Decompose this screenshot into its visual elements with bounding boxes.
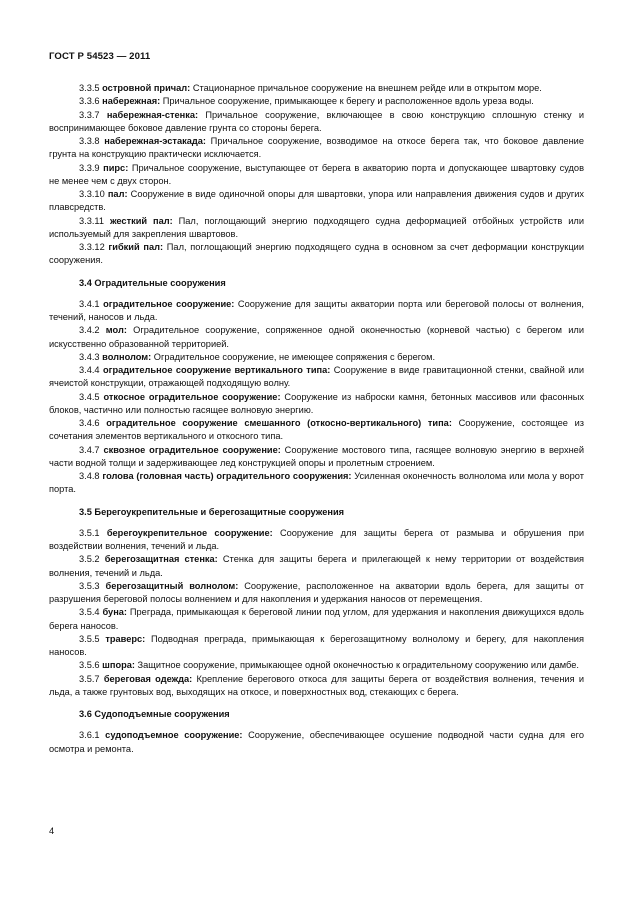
term-definition: Причальное сооружение, включающее в свою конструкцию сплошную стенку и воспринимающее боковое давление грунта со стороны берега. (49, 109, 584, 133)
clause-number: 3.5.7 (79, 673, 100, 684)
definition-paragraph (49, 351, 584, 364)
clause-number: 3.5.6 (79, 660, 100, 671)
clause-number: 3.3.10 (79, 189, 105, 199)
term-name: пирс: (103, 162, 129, 173)
section-heading: 3.6 Судоподъемные сооружения (79, 709, 230, 719)
definition-paragraph (49, 659, 584, 672)
term-name: островной причал: (102, 83, 191, 93)
definition-paragraph (49, 417, 584, 444)
clause-number: 3.5.3 (79, 580, 100, 591)
clause-number: 3.6.1 (79, 730, 100, 741)
definition-paragraph (49, 135, 584, 162)
term-definition: Сооружение для защиты акватории порта или береговой полосы от волнения, течений, наносов и льда. (49, 298, 584, 322)
clause-number: 3.5.4 (79, 607, 100, 618)
term-name: буна: (102, 607, 128, 618)
term-name: гибкий пал: (108, 242, 164, 252)
term-name: судоподъемное сооружение: (105, 730, 243, 741)
term-definition: Крепление берегового откоса для защиты берега от воздействия волнения, течения и льда, а также грунтовых вод, выходящих на откосе, и поверхностных вод, стекающих с берега. (49, 673, 584, 697)
page-number: 4 (49, 826, 55, 836)
clause-number: 3.4.7 (79, 444, 100, 455)
section-heading: 3.4 Оградительные сооружения (79, 277, 226, 288)
definition-paragraph (49, 673, 584, 700)
term-definition: Сооружение мостового типа, гасящее волновую энергию в верхней части водной толщи и задерживающее лед конструкцией опоры и пролетным строением. (49, 444, 584, 468)
clause-number: 3.3.11 (79, 215, 105, 226)
term-name: набережная-эстакада: (104, 136, 206, 146)
clause-number: 3.4.5 (79, 391, 100, 402)
term-definition: Оградительное сооружение, сопряженное одной оконечностью (корневой частью) с берегом или искусственно образованной территорией. (49, 325, 584, 349)
term-name: траверс: (105, 633, 146, 644)
term-definition: Преграда, примыкающая к береговой линии под углом, для удержания и накопления движущихся вдоль берега наносов. (49, 607, 584, 631)
clause-number: 3.4.6 (79, 418, 100, 428)
term-definition: Сооружение, состоящее из сочетания элементов вертикального и откосного типа. (49, 418, 584, 442)
clause-number: 3.3.9 (79, 162, 100, 173)
definition-paragraph (49, 729, 584, 756)
definition-paragraph (49, 109, 584, 136)
term-definition: Стенка для защиты берега и прилегающей к нему территории от воздействия волнения, течений и льда. (49, 554, 584, 578)
term-name: сквозное оградительное сооружение: (103, 444, 281, 455)
definition-paragraph (49, 580, 584, 607)
definition-paragraph (49, 633, 584, 660)
term-name: откосное оградительное сооружение: (103, 391, 281, 402)
term-name: жесткий пал: (109, 215, 173, 226)
clause-number: 3.3.8 (79, 136, 100, 146)
definition-paragraph (49, 82, 584, 95)
definition-paragraph (49, 298, 584, 325)
definition-paragraph (49, 215, 584, 242)
definition-paragraph (49, 364, 584, 391)
definition-paragraph (49, 391, 584, 418)
clause-number: 3.3.7 (79, 109, 100, 120)
section-heading: 3.5 Берегоукрепительные и берегозащитные сооружения (79, 506, 345, 517)
term-definition: Причальное сооружение, возводимое на откосе берега так, что боковое давление грунта на конструкцию практически исключается. (49, 136, 584, 160)
clause-number: 3.5.5 (79, 633, 100, 644)
term-name: мол: (105, 325, 127, 336)
term-definition: Пал, поглощающий энергию подходящего судна в основном за счет деформации конструкции сооружения. (49, 242, 584, 266)
clause-number: 3.4.3 (79, 351, 100, 362)
term-name: береговая одежда: (103, 673, 193, 684)
term-name: берегозащитная стенка: (104, 554, 218, 565)
term-definition: Сооружение для защиты берега от размыва и обрушения при воздействии волнения, течений и льда. (49, 527, 584, 551)
definition-paragraph (49, 324, 584, 351)
term-definition: Сооружение, расположенное на акватории вдоль берега, для защиты от разрушения береговой полосы волнением и для накопления и удержания наносов от перемещения. (49, 580, 584, 604)
term-definition: Пал, поглощающий энергию подходящего судна деформацией отбойных устройств или используемый для закрепления швартовов. (49, 215, 584, 239)
clause-number: 3.4.4 (79, 365, 100, 375)
term-definition: Сооружение в виде одиночной опоры для швартовки, упора или направления движения судов и других плавсредств. (49, 189, 584, 213)
term-definition: Стационарное причальное сооружение на внешнем рейде или в открытом море. (190, 83, 542, 93)
clause-number: 3.3.5 (79, 83, 100, 93)
term-name: оградительное сооружение смешанного (откосно-вертикального) типа: (106, 418, 452, 428)
term-name: оградительное сооружение вертикального типа: (102, 365, 331, 375)
term-definition: Сооружение, обеспечивающее осушение подводной части судна для его осмотра и ремонта. (49, 730, 584, 754)
term-definition: Оградительное сооружение, не имеющее сопряжения с берегом. (151, 351, 436, 362)
term-definition: Защитное сооружение, примыкающее одной оконечностью к оградительному сооружению или дамбе. (134, 660, 579, 671)
term-definition: Сооружение в виде гравитационной стенки, свайной или ячеистой конструкции, отражающей подходящую волну. (49, 365, 584, 389)
definition-paragraph (49, 241, 584, 268)
definition-paragraph (49, 527, 584, 554)
clause-number: 3.5.1 (79, 527, 100, 538)
term-definition: Усиленная оконечность волнолома или мола у ворот порта. (49, 471, 584, 495)
definition-paragraph (49, 553, 584, 580)
definition-paragraph (49, 444, 584, 471)
clause-number: 3.5.2 (79, 554, 100, 565)
term-name: голова (головная часть) оградительного сооружения: (102, 471, 352, 481)
term-name: набережная-стенка: (106, 109, 199, 120)
term-name: берегозащитный волнолом: (105, 580, 239, 591)
clause-number: 3.4.8 (79, 471, 100, 481)
clause-number: 3.4.2 (79, 325, 100, 336)
term-name: пал: (107, 189, 128, 199)
term-name: набережная: (102, 96, 161, 107)
clause-number: 3.3.6 (79, 96, 100, 107)
term-definition: Сооружение из наброски камня, бетонных массивов или фасонных блоков, частично или полностью гасящее волновую энергию. (49, 391, 585, 415)
term-definition: Причальное сооружение, примыкающее к берегу и расположенное вдоль уреза воды. (160, 96, 534, 107)
term-name: волнолом: (102, 351, 152, 362)
document-header: ГОСТ Р 54523 — 2011 (49, 51, 151, 62)
clause-number: 3.4.1 (79, 298, 100, 309)
clause-number: 3.3.12 (79, 242, 105, 252)
term-name: оградительное сооружение: (103, 298, 235, 309)
term-name: шпора: (102, 660, 135, 671)
term-name: берегоукрепительное сооружение: (106, 527, 273, 538)
definition-paragraph (49, 470, 584, 497)
term-definition: Подводная преграда, примыкающая к берегозащитному волнолому и берегу, для накопления наносов. (49, 633, 584, 657)
term-definition: Причальное сооружение, выступающее от берега в акваторию порта и допускающее швартовку судов не менее чем с двух сторон. (49, 162, 584, 186)
document-body (49, 82, 584, 756)
definition-paragraph (49, 162, 584, 189)
definition-paragraph (49, 606, 584, 633)
definition-paragraph (49, 95, 584, 108)
definition-paragraph (49, 188, 584, 215)
